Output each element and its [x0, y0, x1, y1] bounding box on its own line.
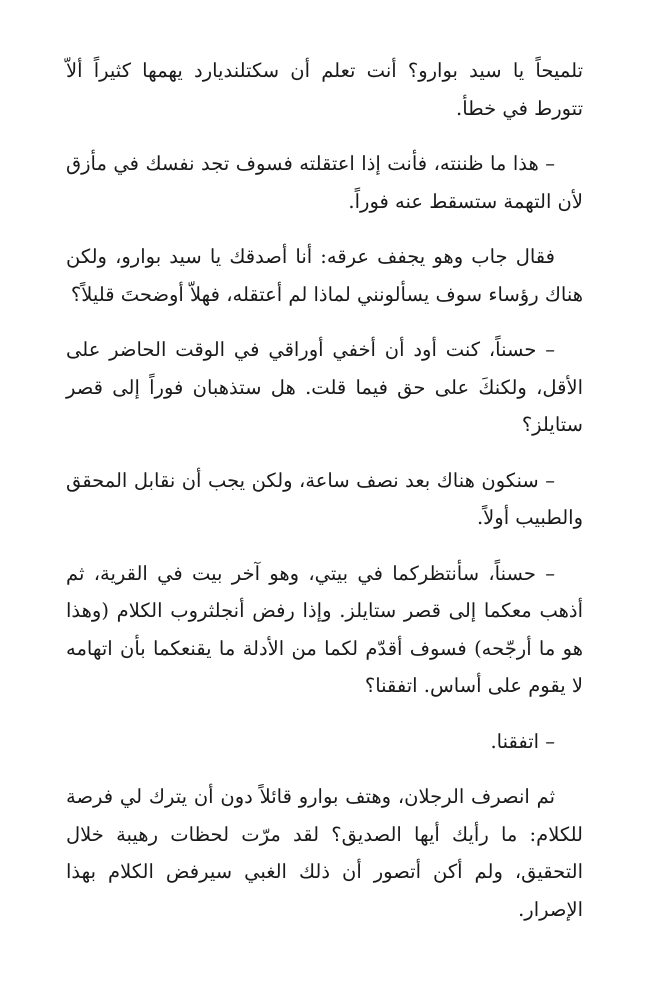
paragraph-narration: فقال جاب وهو يجفف عرقه: أنا أصدقك يا سيد بوارو، ولكن هناك رؤساء سوف يسألونني لماذا لم أعتقله، فهلاّ أوضحتَ قليلاً؟	[66, 245, 583, 306]
paragraph-dialogue: – سنكون هناك بعد نصف ساعة، ولكن يجب أن نقابل المحقق والطبيب أولاً.	[66, 468, 583, 529]
paragraph-dialogue: – هذا ما ظننته، فأنت إذا اعتقلته فسوف تجد نفسك في مأزق لأن التهمة ستسقط عنه فوراً.	[66, 152, 583, 213]
paragraph-dialogue: – اتفقنا.	[490, 729, 555, 753]
paragraph-dialogue: – حسناً، كنت أود أن أخفي أوراقي في الوقت الحاضر على الأقل، ولكنكَ على حق فيما قلت. هل ستذهبان فوراً إلى قصر ستايلز؟	[66, 338, 583, 436]
paragraph-narration: ثم انصرف الرجلان، وهتف بوارو قائلاً دون أن يترك لي فرصة للكلام: ما رأيك أيها الصديق؟ لقد مرّت لحظات رهيبة خلال التحقيق، ولم أكن أتصور أن ذلك الغبي سيرفض الكلام بهذا الإصرار.	[66, 785, 583, 921]
paragraph-continuation: تلميحاً يا سيد بوارو؟ أنت تعلم أن سكتلنديارد يهمها كثيراً ألاّ تتورط في خطأ.	[66, 59, 583, 120]
paragraph-dialogue: – حسناً، سأنتظركما في بيتي، وهو آخر بيت في القرية، ثم أذهب معكما إلى قصر ستايلز. وإذا رفض أنجلثروب الكلام (وهذا هو ما أرجّحه) فسوف أقدّم لكما من الأدلة ما يقنعكما بأن اتهامه لا يقوم على أساس. اتفقنا؟	[66, 561, 583, 697]
